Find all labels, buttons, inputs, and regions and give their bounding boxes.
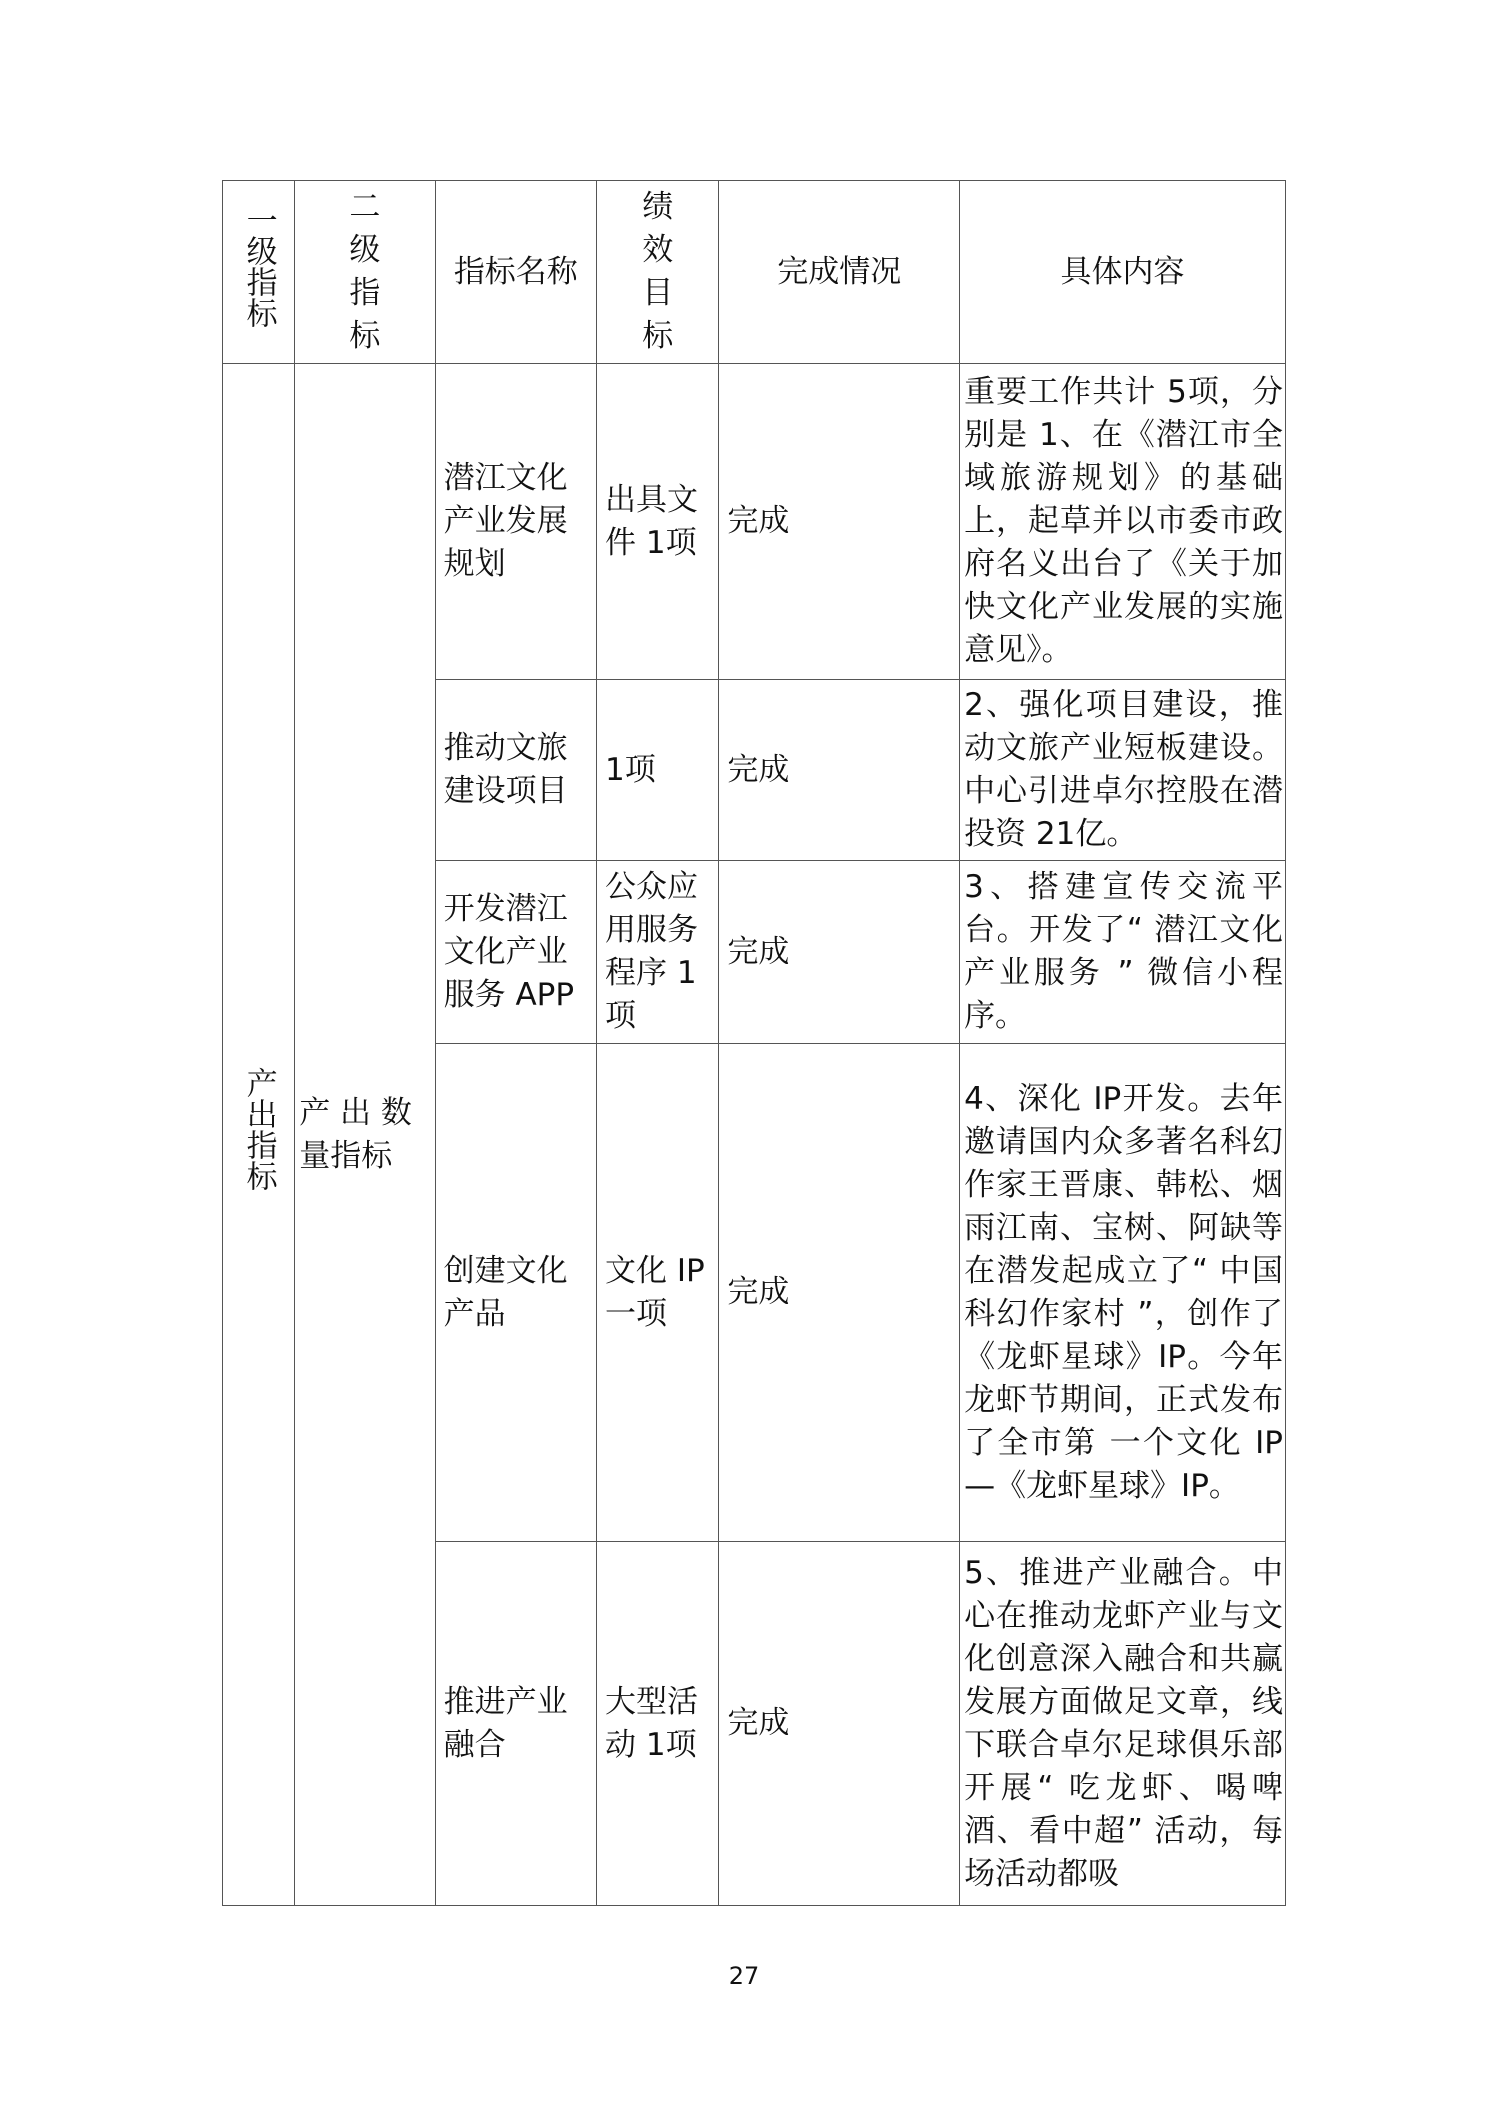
indicator-detail: 3、搭建宣传交流平台。开发了“ 潜江文化产业服务 ” 微信小程序。 [960,861,1286,1044]
page-number: 27 [728,1962,760,1990]
indicator-target: 公众应用服务程序 1项 [597,861,719,1044]
performance-table [222,180,1286,1906]
indicator-status: 完成 [719,1542,960,1906]
indicator-detail: 5、推进产业融合。中心在推动龙虾产业与文化创意深入融合和共赢发展方面做足文章，线下联合卓尔足球俱乐部开展“ 吃龙虾、喝啤酒、看中超” 活动，每场活动都吸 [960,1542,1286,1906]
indicator-target: 1项 [597,680,719,861]
indicator-status: 完成 [719,680,960,861]
indicator-name: 潜江文化产业发展规划 [435,364,596,680]
indicator-detail: 重要工作共计 5项，分别是 1、在《潜江市全域旅游规划》的基础上，起草并以市委市政府名义出台了《关于加快文化产业发展的实施意见》。 [960,364,1286,680]
table-row [223,364,1286,680]
indicator-detail: 4、深化 IP开发。去年邀请国内众多著名科幻作家王晋康、韩松、烟雨江南、宝树、阿缺等在潜发起成立了“ 中国科幻作家村 ”，创作了《龙虾星球》IP。今年龙虾节期间，正式发布了全市第 一个文化 IP—《龙虾星球》IP。 [960,1044,1286,1542]
header-name: 指标名称 [435,181,596,364]
indicator-status: 完成 [719,1044,960,1542]
header-level1: 一级指标 [223,181,295,364]
level2-cell: 产 出 数量指标 [295,364,435,1906]
header-detail: 具体内容 [960,181,1286,364]
indicator-name: 推动文旅建设项目 [435,680,596,861]
header-level2: 二级指标 [295,181,435,364]
indicator-status: 完成 [719,364,960,680]
header-status: 完成情况 [719,181,960,364]
header-target: 绩效目标 [597,181,719,364]
indicator-target: 文化 IP一项 [597,1044,719,1542]
indicator-status: 完成 [719,861,960,1044]
indicator-name: 开发潜江文化产业服务 APP [435,861,596,1044]
indicator-detail: 2、强化项目建设，推动文旅产业短板建设。 中心引进卓尔控股在潜投资 21亿。 [960,680,1286,861]
indicator-name: 推进产业融合 [435,1542,596,1906]
indicator-target: 大型活动 1项 [597,1542,719,1906]
indicator-name: 创建文化产品 [435,1044,596,1542]
indicator-target: 出具文件 1项 [597,364,719,680]
level1-cell: 产出指标 [223,364,295,1906]
table-header-row [223,181,1286,364]
